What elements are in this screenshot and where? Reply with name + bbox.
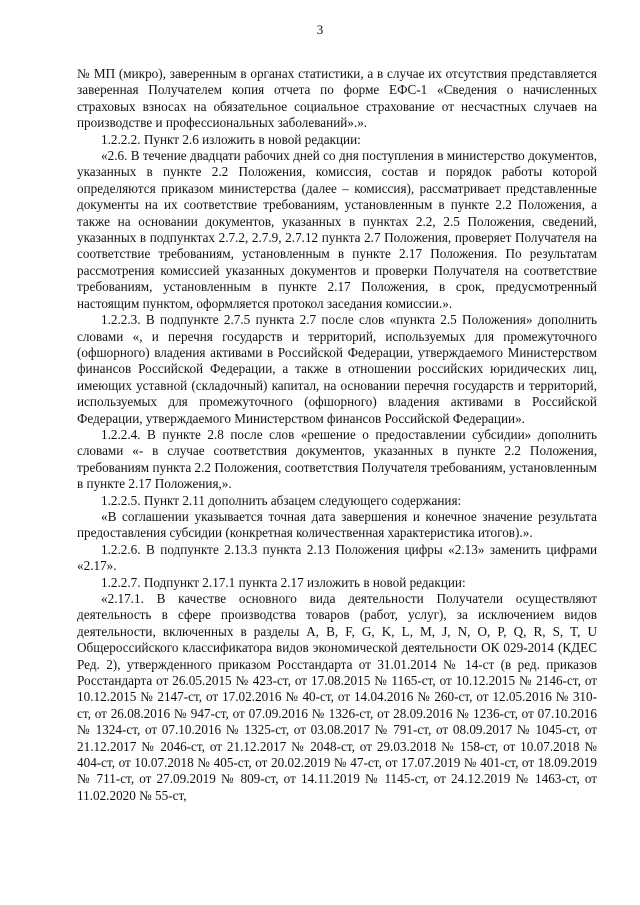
paragraph-1-2-2-7: 1.2.2.7. Подпункт 2.17.1 пункта 2.17 изложить в новой редакции: <box>101 574 466 590</box>
paragraph-1-2-2-2: 1.2.2.2. Пункт 2.6 изложить в новой редакции: <box>101 131 361 147</box>
paragraph-1-2-2-6: 1.2.2.6. В подпункте 2.13.3 пункта 2.13 Положения цифры «2.13» заменить цифрами «2.17». <box>77 541 597 574</box>
paragraph-agreement-text: «В соглашении указывается точная дата завершения и конечное значение результата предоставления субсидии (конкретная количественная характеристика итогов).». <box>77 508 597 541</box>
paragraph-1-2-2-5: 1.2.2.5. Пункт 2.11 дополнить абзацем следующего содержания: <box>101 492 462 508</box>
paragraph-1-2-2-3: 1.2.2.3. В подпункте 2.7.5 пункта 2.7 после слов «пункта 2.5 Положения» дополнить словами «, и перечня государств и территорий, используемых для промежуточного (офшорного) владения активами в Российской Федерации, утверждаемого Министерством финансов Российской Федерации, а также в отношении российских юридических лиц, имеющих уставной (складочный) капитал, на основании перечня государств и территорий, используемых для промежуточного (офшорного) владения активами в Российской Федерации, утверждаемого Министерством финансов Российской Федерации». <box>77 312 597 426</box>
paragraph-2-6-text: «2.6. В течение двадцати рабочих дней со дня поступления в министерство документов, указанных в пункте 2.2 Положения, комиссия, состав и порядок работы которой определяются приказом министерства (далее – комиссия), рассматривает представленные документы на их соответствие требованиям, установленным в пункте 2.2 Положения, а также на основании документов, указанных в пунктах 2.2, 2.5 Положения, сведений, указанных в подпунктах 2.7.2, 2.7.9, 2.7.12 пункта 2.7 Положения, проверяет Получателя на соответствие требованиям, установленным в пункте 2.17 Положения. По результатам рассмотрения комиссией указанных документов и проверки Получателя на соответствие требованиям, установленным в пункте 2.17 Положения, в срок, предусмотренный настоящим пунктом, оформляется протокол заседания комиссии.». <box>77 148 597 311</box>
document-body <box>77 66 597 804</box>
paragraph-1-2-2-4: 1.2.2.4. В пункте 2.8 после слов «решение о предоставлении субсидии» дополнить словами «- в случае соответствия документов, указанных в пункте 2.2 Положения, требованиям пункта 2.2 Положения, соответствия Получателя требованиям, установленным в пункте 2.17 Положения,». <box>77 426 597 492</box>
paragraph-continuation: № МП (микро), заверенным в органах статистики, а в случае их отсутствия представляется заверенная Получателем копия отчета по форме ЕФС-1 «Сведения о начисленных страховых взносах на обязательное социальное страхование от несчастных случаев на производстве и профессиональных заболеваний».». <box>77 66 597 131</box>
paragraph-2-17-1-text: «2.17.1. В качестве основного вида деятельности Получатели осуществляют деятельность в сфере производства товаров (работ, услуг), за исключением видов деятельности, включенных в разделы A, B, F, G, K, L, M, J, N, O, P, Q, R, S, T, U Общероссийского классификатора видов экономической деятельности ОК 029-2014 (КДЕС Ред. 2), утвержденного приказом Росстандарта от 31.01.2014 № 14-ст (в ред. приказов Росстандарта от 26.05.2015 № 423-ст, от 17.08.2015 № 1165-ст, от 10.12.2015 № 2146-ст, от 10.12.2015 № 2147-ст, от 17.02.2016 № 40-ст, от 14.04.2016 № 260-ст, от 12.05.2016 № 310-ст, от 26.08.2016 № 947-ст, от 07.09.2016 № 1326-ст, от 28.09.2016 № 1236-ст, от 07.10.2016 № 1324-ст, от 07.10.2016 № 1325-ст, от 03.08.2017 № 791-ст, от 08.09.2017 № 1045-ст, от 21.12.2017 № 2046-ст, от 21.12.2017 № 2048-ст, от 29.03.2018 № 158-ст, от 10.07.2018 № 404-ст, от 10.07.2018 № 405-ст, от 20.02.2019 № 47-ст, от 17.07.2019 № 401-ст, от 18.09.2019 № 711-ст, от 27.09.2019 № 809-ст, от 14.11.2019 № 1145-ст, от 24.12.2019 № 1463-ст, от 11.02.2020 № 55-ст, <box>77 591 597 803</box>
page-number: 3 <box>316 22 324 37</box>
